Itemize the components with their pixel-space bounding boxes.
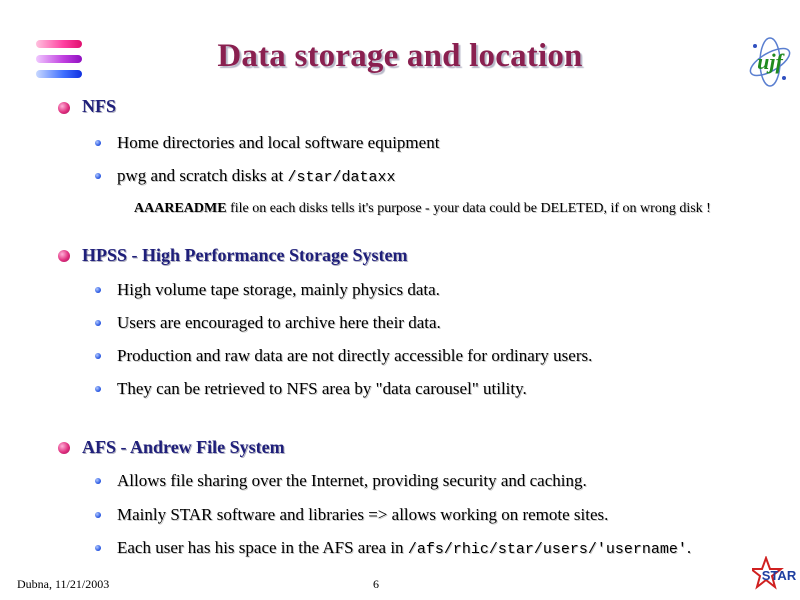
list-item-text: pwg and scratch disks at xyxy=(117,166,288,185)
item-bullet xyxy=(95,140,101,146)
page-number: 6 xyxy=(373,577,379,591)
list-item: High volume tape storage, mainly physics data. xyxy=(117,280,440,299)
note-text xyxy=(134,201,711,217)
list-item: Allows file sharing over the Internet, providing security and caching. xyxy=(117,471,587,490)
path-code: /afs/rhic/star/users/'username' xyxy=(407,541,687,558)
list-item-tail: . xyxy=(686,538,692,557)
star-logo-text: STAR xyxy=(761,568,796,583)
list-item: Production and raw data are not directly accessible for ordinary users. xyxy=(117,346,593,365)
slide-title: Data storage and location xyxy=(217,38,583,74)
ujf-logo xyxy=(746,34,794,90)
list-item: Mainly STAR software and libraries => allows working on remote sites. xyxy=(117,505,609,524)
section-bullet xyxy=(58,102,70,114)
item-bullet xyxy=(95,173,101,179)
item-bullet xyxy=(95,512,101,518)
section-heading-hpss: HPSS - High Performance Storage System xyxy=(82,245,408,265)
note-body: file on each disks tells it's purpose - your data could be DELETED, if on wrong disk ! xyxy=(226,201,711,216)
item-bullet xyxy=(95,320,101,326)
path-code: /star/dataxx xyxy=(287,169,396,186)
section-heading-nfs: NFS xyxy=(82,96,117,116)
item-bullet xyxy=(95,353,101,359)
footer-location-date: Dubna, 11/21/2003 xyxy=(17,577,110,591)
list-item-text: Each user has his space in the AFS area in xyxy=(117,538,408,557)
ujf-logo-text: ujf xyxy=(757,49,783,74)
readme-filename: AAAREADME xyxy=(134,201,227,216)
list-item xyxy=(117,166,395,186)
list-item: They can be retrieved to NFS area by "data carousel" utility. xyxy=(117,379,527,398)
section-bullet xyxy=(58,442,70,454)
list-item: Home directories and local software equipment xyxy=(117,133,440,152)
list-item xyxy=(117,538,691,558)
item-bullet xyxy=(95,545,101,551)
section-heading-afs: AFS - Andrew File System xyxy=(82,437,285,457)
item-bullet xyxy=(95,386,101,392)
star-logo xyxy=(752,556,796,596)
list-item: Users are encouraged to archive here their data. xyxy=(117,313,441,332)
item-bullet xyxy=(95,478,101,484)
item-bullet xyxy=(95,287,101,293)
section-bullet xyxy=(58,250,70,262)
